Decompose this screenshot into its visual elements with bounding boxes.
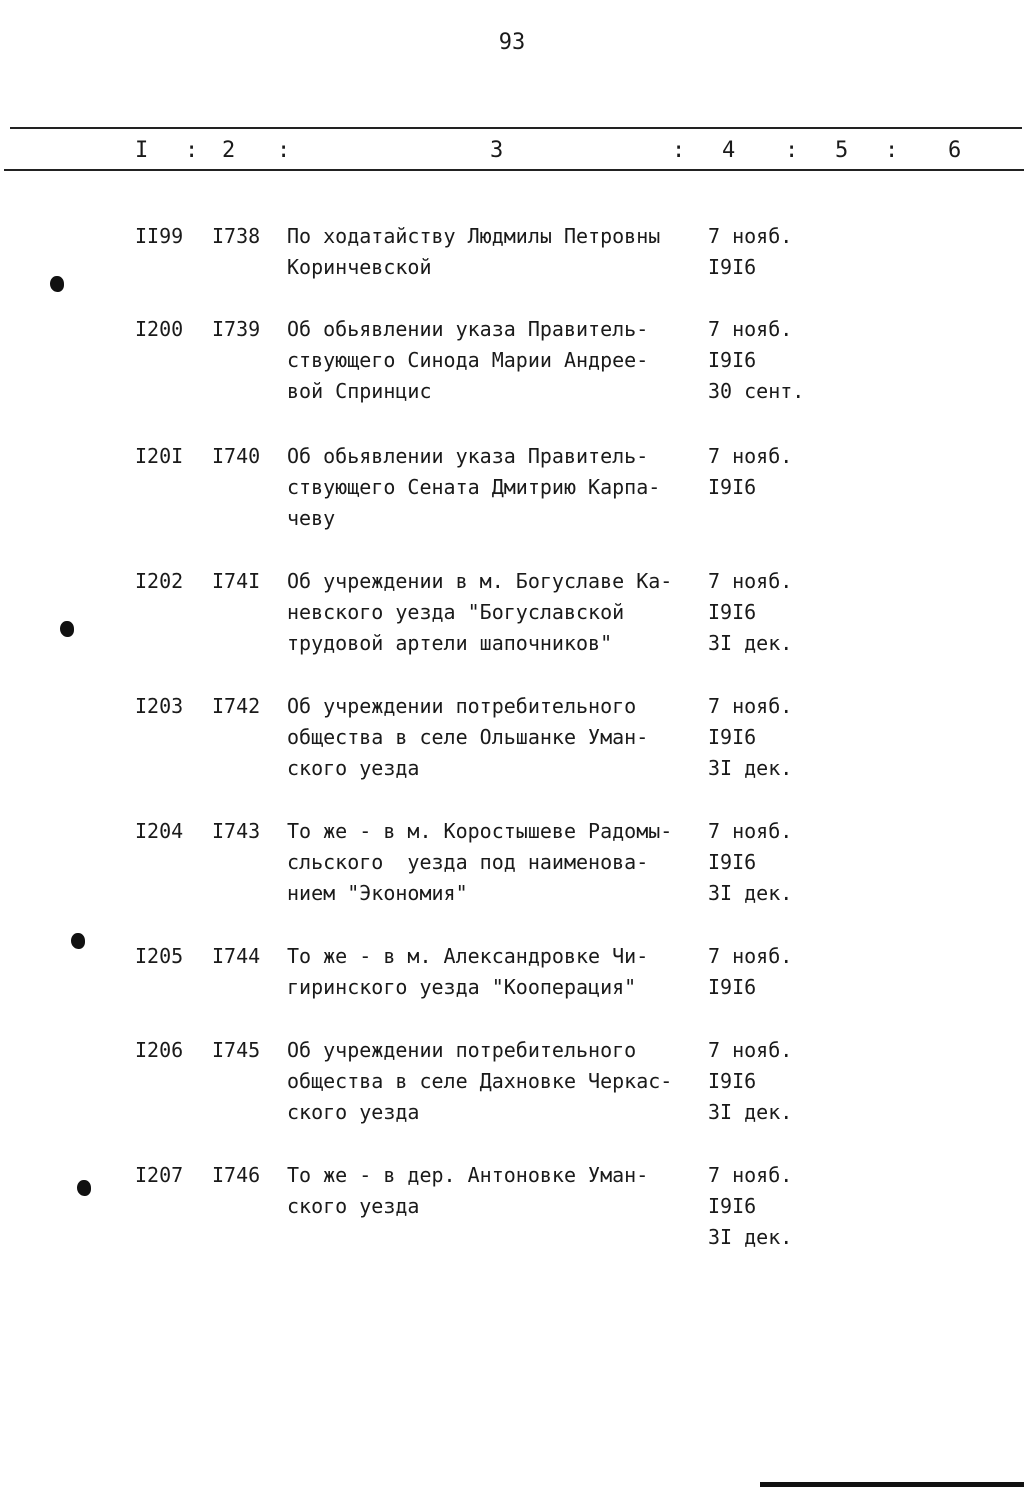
entry-dates [708,221,838,283]
punch-hole [50,276,64,292]
entry-dates [708,1160,838,1253]
punch-hole [71,933,85,949]
entry-title-line: То же - в дер. Антоновке Уман- [287,1163,649,1187]
entry-date-line: 7 нояб. [708,224,793,248]
column-separator: : [672,138,686,163]
entry-title-line: ского уезда [287,756,420,780]
entry-title-line: ствующего Сената Дмитрию Карпа- [287,475,661,499]
entry-date-line: 3I дек. [708,881,793,905]
punch-hole [60,621,74,637]
entry-title [287,441,707,534]
entry-title [287,691,707,784]
entry-old-number: I745 [212,1038,261,1062]
entry-date-line: 7 нояб. [708,694,793,718]
entry-date-line: 7 нояб. [708,944,793,968]
entry-title-line: Об учреждении в м. Богуславе Ка- [287,569,673,593]
entry-title [287,566,707,659]
punch-hole [77,1180,91,1196]
entry-old-number: I746 [212,1163,261,1187]
entry-date-line: I9I6 [708,975,757,999]
entry-date-line: I9I6 [708,600,757,624]
entry-number: I202 [135,569,184,593]
entry-old-number: I739 [212,317,261,341]
entry-old-number: I740 [212,444,261,468]
entry-number: II99 [135,224,184,248]
entry-old-number: I743 [212,819,261,843]
entry-title-line: общества в селе Дахновке Черкас- [287,1069,673,1093]
entry-title [287,221,707,283]
entry-date-line: 30 сент. [708,379,805,403]
entry-dates [708,816,838,909]
entry-title-line: Об обьявлении указа Правитель- [287,444,649,468]
entry-dates [708,441,838,503]
entry-number: I204 [135,819,184,843]
entry-date-line: 7 нояб. [708,317,793,341]
entry-date-line: 3I дек. [708,1225,793,1249]
entry-title-line: Об учреждении потребительного [287,1038,637,1062]
column-header-1: I [135,138,149,163]
header-bottom-rule [4,169,1024,171]
entry-title-line: сльского уезда под наименова- [287,850,649,874]
entry-old-number: I74I [212,569,261,593]
entry-title-line: Коринчевской [287,255,432,279]
entry-title-line: То же - в м. Александровке Чи- [287,944,649,968]
entry-old-number: I742 [212,694,261,718]
entry-title [287,314,707,407]
entry-date-line: I9I6 [708,255,757,279]
entry-date-line: 3I дек. [708,756,793,780]
page-number: 93 [498,30,526,55]
header-top-rule [10,127,1022,129]
entry-title-line: чеву [287,506,336,530]
column-separator: : [785,138,799,163]
entry-title-line: ского уезда [287,1194,420,1218]
entry-number: I205 [135,944,184,968]
entry-number: I20I [135,444,184,468]
entry-date-line: I9I6 [708,850,757,874]
entry-number: I200 [135,317,184,341]
column-header-4: 4 [722,138,736,163]
entry-date-line: 7 нояб. [708,444,793,468]
entry-title [287,816,707,909]
entry-title-line: По ходатайству Людмилы Петровны [287,224,661,248]
column-header-6: 6 [948,138,962,163]
column-separator: : [277,138,291,163]
entry-date-line: 7 нояб. [708,1163,793,1187]
entry-title-line: ского уезда [287,1100,420,1124]
entry-title-line: гиринского уезда "Кооперация" [287,975,637,999]
entry-date-line: I9I6 [708,1194,757,1218]
entry-date-line: 7 нояб. [708,819,793,843]
entry-title [287,1035,707,1128]
entry-dates [708,566,838,659]
entry-title-line: невского уезда "Богуславской [287,600,625,624]
entry-dates [708,314,838,407]
entry-dates [708,941,838,1003]
entry-date-line: 7 нояб. [708,1038,793,1062]
entry-date-line: 3I дек. [708,1100,793,1124]
entry-title [287,941,707,1003]
entry-date-line: I9I6 [708,348,757,372]
entry-date-line: 7 нояб. [708,569,793,593]
entry-title-line: ствующего Синода Марии Андрее- [287,348,649,372]
entry-title-line: трудовой артели шапочников" [287,631,613,655]
entry-title-line: То же - в м. Коростышеве Радомы- [287,819,673,843]
entry-title-line: нием "Экономия" [287,881,468,905]
entry-dates [708,1035,838,1128]
entry-old-number: I744 [212,944,261,968]
scan-edge-shadow [760,1482,1024,1487]
entry-date-line: I9I6 [708,725,757,749]
entry-date-line: I9I6 [708,475,757,499]
entry-number: I203 [135,694,184,718]
column-header-2: 2 [222,138,236,163]
column-header-3: 3 [490,138,504,163]
entry-number: I207 [135,1163,184,1187]
entry-number: I206 [135,1038,184,1062]
column-separator: : [185,138,199,163]
entry-title-line: общества в селе Ольшанке Уман- [287,725,649,749]
entry-title-line: вой Спринцис [287,379,432,403]
entry-dates [708,691,838,784]
entry-title [287,1160,707,1222]
entry-date-line: I9I6 [708,1069,757,1093]
entry-old-number: I738 [212,224,261,248]
entry-title-line: Об обьявлении указа Правитель- [287,317,649,341]
entry-date-line: 3I дек. [708,631,793,655]
entry-title-line: Об учреждении потребительного [287,694,637,718]
column-separator: : [885,138,899,163]
column-header-5: 5 [835,138,849,163]
